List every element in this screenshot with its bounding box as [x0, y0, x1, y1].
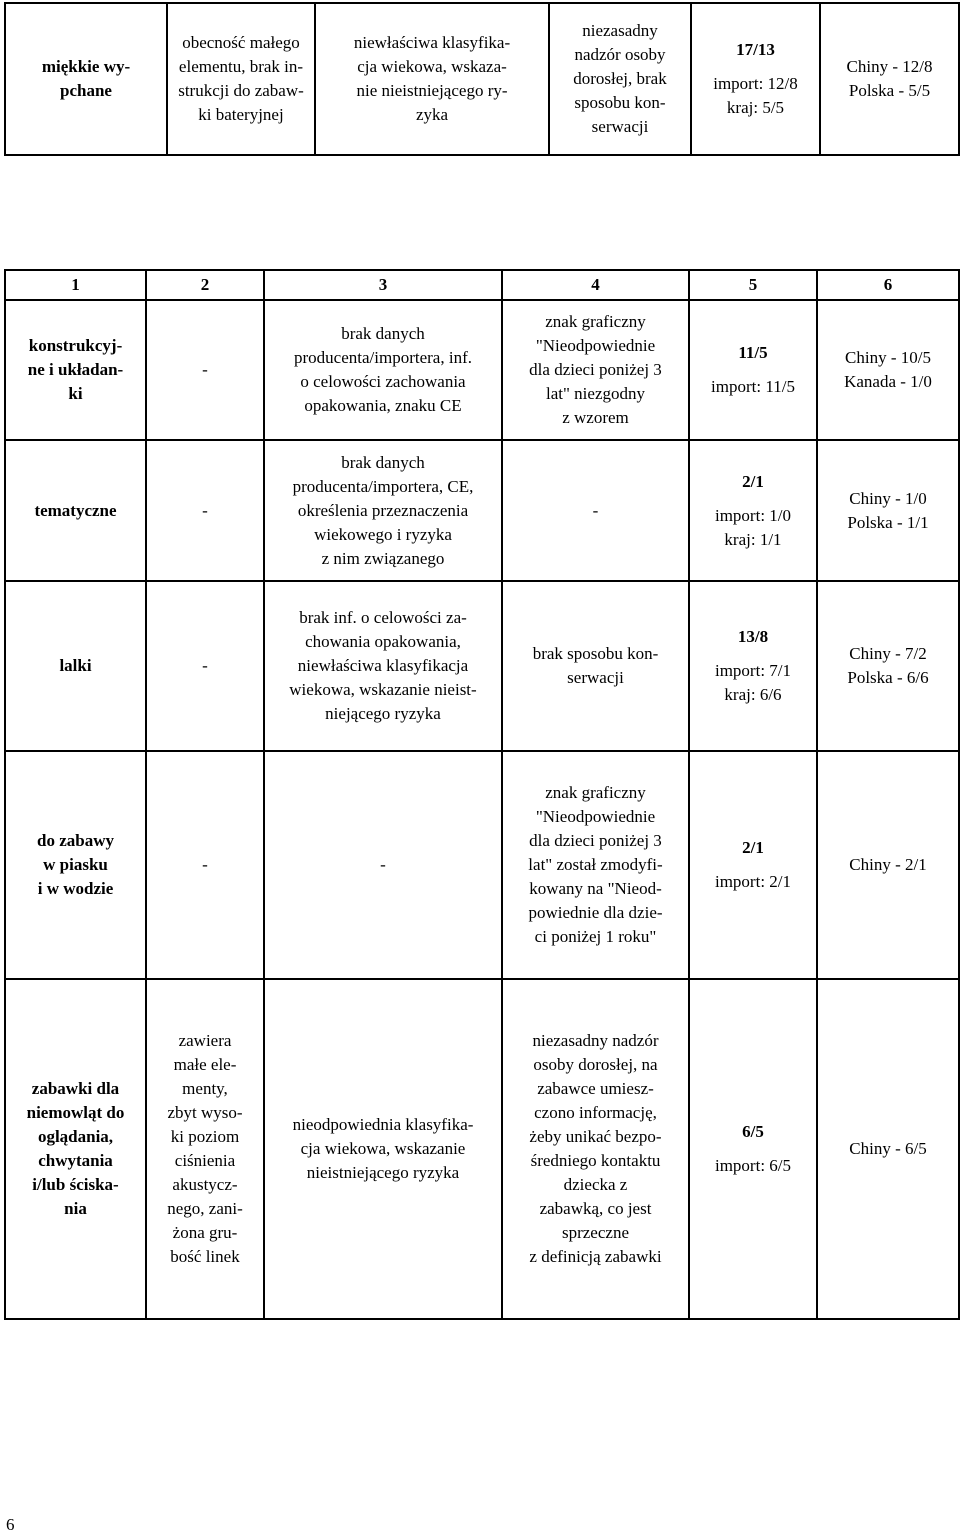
other-cell: -: [502, 440, 689, 581]
origin-cell: Chiny - 10/5 Kanada - 1/0: [817, 300, 959, 440]
origin-cell: Chiny - 1/0 Polska - 1/1: [817, 440, 959, 581]
count-cell: [689, 751, 817, 979]
labelling-cell: niewłaściwa klasyfika- cja wiekowa, wskaza- nie nieistniejącego ry- zyka: [315, 3, 549, 155]
count-main: 2/1: [742, 471, 764, 491]
labelling-cell: nieodpowiednia klasyfika- cja wiekowa, wskazanie nieistniejącego ryzyka: [264, 979, 502, 1319]
count-cell: [689, 979, 817, 1319]
count-cell: [689, 440, 817, 581]
column-header: 4: [502, 270, 689, 300]
hazard-cell: zawiera małe ele- menty, zbyt wyso- ki poziom ciśnienia akustycz- nego, zani- żona gru- bość linek: [146, 979, 264, 1319]
hazard-cell: -: [146, 581, 264, 751]
count-detail: import: 6/5: [714, 1156, 792, 1175]
hazard-cell: -: [146, 300, 264, 440]
count-detail: import: 11/5: [711, 377, 795, 396]
category-cell: zabawki dla niemowląt do oglądania, chwytania i/lub ściska- nia: [5, 979, 146, 1319]
column-header: 1: [5, 270, 146, 300]
header-row: [5, 270, 959, 300]
category-cell: do zabawy w piasku i w wodzie: [5, 751, 146, 979]
origin-cell: Chiny - 7/2 Polska - 6/6: [817, 581, 959, 751]
main-table: [4, 269, 960, 1320]
top-table: [4, 2, 960, 156]
category-cell: miękkie wy- pchane: [5, 3, 167, 155]
count-detail: import: 7/1 kraj: 6/6: [714, 661, 792, 704]
other-cell: znak graficzny "Nieodpowiednie dla dzieci poniżej 3 lat" niezgodny z wzorem: [502, 300, 689, 440]
category-cell: konstrukcyj- ne i układan- ki: [5, 300, 146, 440]
other-cell: znak graficzny "Nieodpowiednie dla dzieci poniżej 3 lat" został zmodyfi- kowany na "Nieod- powiednie dla dzie- ci poniżej 1 roku": [502, 751, 689, 979]
column-header: 3: [264, 270, 502, 300]
table-row: [5, 979, 959, 1319]
column-header: 6: [817, 270, 959, 300]
category-cell: lalki: [5, 581, 146, 751]
hazard-cell: -: [146, 440, 264, 581]
labelling-cell: brak danych producenta/importera, CE, określenia przeznaczenia wiekowego i ryzyka z nim związanego: [264, 440, 502, 581]
count-main: 11/5: [738, 343, 768, 362]
labelling-cell: brak danych producenta/importera, inf. o celowości zachowania opakowania, znaku CE: [264, 300, 502, 440]
count-main: 2/1: [742, 838, 764, 857]
page-number: 6: [6, 1515, 15, 1534]
table-row: [5, 3, 959, 155]
other-cell: niezasadny nadzór osoby dorosłej, brak sposobu kon- serwacji: [549, 3, 691, 155]
count-detail: import: 12/8 kraj: 5/5: [713, 74, 798, 117]
count-cell: [689, 300, 817, 440]
table-row: [5, 440, 959, 581]
count-detail: import: 2/1: [714, 872, 792, 891]
hazard-cell: -: [146, 751, 264, 979]
column-header: 2: [146, 270, 264, 300]
origin-cell: Chiny - 6/5: [817, 979, 959, 1319]
column-header: 5: [689, 270, 817, 300]
origin-cell: Chiny - 12/8 Polska - 5/5: [820, 3, 959, 155]
table-row: [5, 300, 959, 440]
origin-cell: Chiny - 2/1: [817, 751, 959, 979]
other-cell: niezasadny nadzór osoby dorosłej, na zabawce umiesz- czono informację, żeby unikać bezpo- średniego kontaktu dziecka z zabawką, co jest sprzeczne z definicją zabawki: [502, 979, 689, 1319]
count-main: 6/5: [742, 1122, 764, 1141]
labelling-cell: brak inf. o celowości za- chowania opakowania, niewłaściwa klasyfikacja wiekowa, wskazanie nieist- niejącego ryzyka: [264, 581, 502, 751]
count-main: 17/13: [736, 40, 775, 59]
count-main: 13/8: [737, 627, 769, 646]
count-cell: [689, 581, 817, 751]
labelling-cell: -: [264, 751, 502, 979]
other-cell: brak sposobu kon- serwacji: [502, 581, 689, 751]
table-row: [5, 581, 959, 751]
table-row: [5, 751, 959, 979]
category-cell: tematyczne: [5, 440, 146, 581]
count-detail: import: 1/0 kraj: 1/1: [714, 505, 792, 549]
count-cell: [691, 3, 820, 155]
hazard-cell: obecność małego elementu, brak in- strukcji do zabaw- ki bateryjnej: [167, 3, 315, 155]
